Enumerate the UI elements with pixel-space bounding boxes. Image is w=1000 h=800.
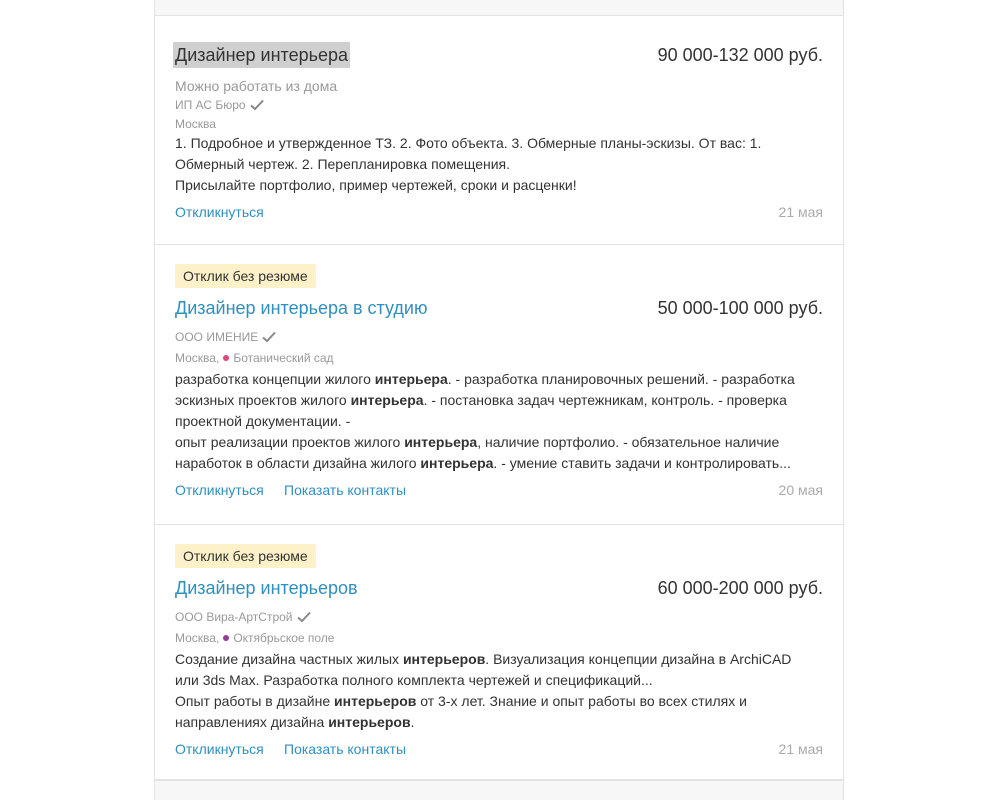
no-resume-badge: Отклик без резюме <box>175 264 316 288</box>
vacancy-description <box>175 649 815 733</box>
apply-button[interactable]: Откликнуться <box>175 482 264 498</box>
employer-name: ИП АС Бюро <box>175 98 246 112</box>
metro-line-dot-icon <box>223 635 229 641</box>
description-line: Опыт работы в дизайне интерьеров от 3-х лет. Знание и опыт работы во всех стилях и <box>175 693 747 709</box>
employer-link[interactable] <box>175 330 276 344</box>
verified-check-icon <box>297 611 311 623</box>
employer-link[interactable] <box>175 610 311 624</box>
publish-date: 21 мая <box>778 741 823 757</box>
description-line: Создание дизайна частных жилых интерьеров. Визуализация концепции дизайна в ArchiCAD <box>175 651 792 667</box>
list-bottom-divider <box>155 780 843 800</box>
vacancy-card <box>155 17 843 245</box>
description-line: направлениях дизайна интерьеров. <box>175 714 415 730</box>
vacancy-title-link[interactable]: Дизайнер интерьера в студию <box>175 298 428 318</box>
description-line: Присылайте портфолио, пример чертежей, сроки и расценки! <box>175 177 577 193</box>
vacancy-salary: 60 000-200 000 руб. <box>657 578 823 598</box>
description-line: эскизных проектов жилого интерьера. - постановка задач чертежникам, контроль. - проверка <box>175 392 787 408</box>
vacancy-description <box>175 133 815 196</box>
description-line: или 3ds Max. Разработка полного комплекта чертежей и спецификаций... <box>175 672 653 688</box>
show-contacts-button[interactable]: Показать контакты <box>284 741 407 757</box>
city-label: Москва, <box>175 351 220 365</box>
vacancy-location <box>175 351 334 365</box>
publish-date: 20 мая <box>778 482 823 498</box>
vacancy-title-link[interactable]: Дизайнер интерьера <box>173 42 350 68</box>
city-label: Москва, <box>175 631 220 645</box>
employer-name: ООО ИМЕНИЕ <box>175 330 259 344</box>
employer-name: ООО Вира-АртСтрой <box>175 610 293 624</box>
vacancy-card <box>155 526 843 780</box>
vacancy-salary: 90 000-132 000 руб. <box>657 45 823 65</box>
publish-date: 21 мая <box>778 204 823 220</box>
apply-button[interactable]: Откликнуться <box>175 741 264 757</box>
no-resume-badge: Отклик без резюме <box>175 544 316 568</box>
vacancy-description <box>175 369 815 474</box>
vacancy-title-link[interactable]: Дизайнер интерьеров <box>175 578 358 598</box>
verified-check-icon <box>262 331 276 343</box>
description-line: 1. Подробное и утвержденное ТЗ. 2. Фото объекта. 3. Обмерные планы-эскизы. От вас: 1. <box>175 135 762 151</box>
show-contacts-button[interactable]: Показать контакты <box>284 482 407 498</box>
list-top-divider <box>155 0 843 16</box>
verified-check-icon <box>250 99 264 111</box>
description-line: Обмерный чертеж. 2. Перепланировка помещения. <box>175 156 511 172</box>
description-line: разработка концепции жилого интерьера. - разработка планировочных решений. - разработка <box>175 371 795 387</box>
metro-station: Октябрьское поле <box>233 631 335 645</box>
description-line: опыт реализации проектов жилого интерьера, наличие портфолио. - обязательное наличие <box>175 434 780 450</box>
city-label: Москва <box>175 117 216 131</box>
vacancy-list <box>154 0 844 800</box>
vacancy-location <box>175 117 216 131</box>
vacancy-salary: 50 000-100 000 руб. <box>657 298 823 318</box>
apply-button[interactable]: Откликнуться <box>175 204 264 220</box>
remote-work-note: Можно работать из дома <box>175 78 338 94</box>
vacancy-card <box>155 246 843 525</box>
description-line: проектной документации. - <box>175 413 351 429</box>
metro-station: Ботанический сад <box>233 351 334 365</box>
description-line: наработок в области дизайна жилого интерьера. - умение ставить задачи и контролировать... <box>175 455 791 471</box>
metro-line-dot-icon <box>223 355 229 361</box>
employer-link[interactable] <box>175 98 264 112</box>
vacancy-location <box>175 631 334 645</box>
